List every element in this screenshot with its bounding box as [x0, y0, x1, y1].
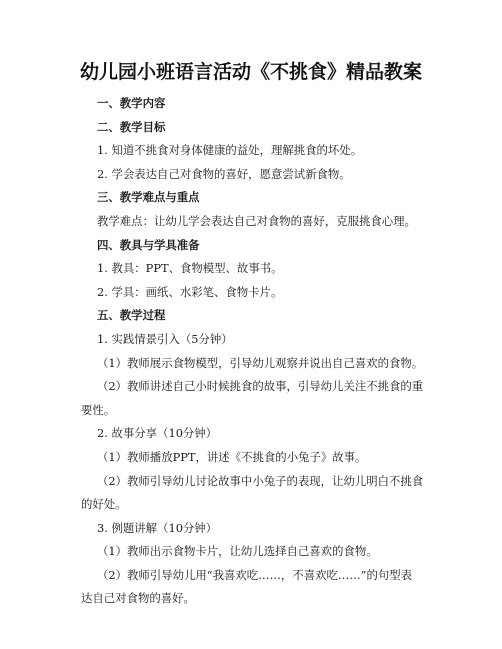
paragraph-line: 3. 例题讲解（10分钟）	[97, 520, 218, 535]
section-heading: 三、教学难点与重点	[97, 190, 200, 205]
paragraph-continuation: 的好处。	[81, 497, 127, 512]
paragraph-line: （1）教师播放PPT，讲述《不挑食的小兔子》故事。	[97, 449, 367, 464]
paragraph-line: 1. 教具：PPT、食物模型、故事书。	[97, 261, 283, 276]
section-heading: 四、教具与学具准备	[97, 237, 200, 252]
section-heading: 五、教学过程	[97, 308, 166, 323]
paragraph-line: 2. 学会表达自己对食物的喜好，愿意尝试新食物。	[97, 166, 351, 181]
paragraph-line: （2）教师引导幼儿用“我喜欢吃……，不喜欢吃……”的句型表	[97, 567, 413, 582]
paragraph-line: 2. 学具：画纸、水彩笔、食物卡片。	[97, 284, 283, 299]
paragraph-line: 1. 知道不挑食对身体健康的益处，理解挑食的坏处。	[97, 143, 363, 158]
paragraph-line: 1. 实践情景引入（5分钟）	[97, 331, 233, 346]
paragraph-line: （1）教师出示食物卡片，让幼儿选择自己喜欢的食物。	[97, 544, 378, 559]
section-heading: 一、教学内容	[97, 96, 166, 110]
document-body	[81, 92, 424, 611]
paragraph-line: 2. 故事分享（10分钟）	[97, 426, 218, 441]
paragraph-continuation: 要性。	[81, 402, 116, 417]
paragraph-line: （2）教师引导幼儿讨论故事中小兔子的表现，让幼儿明白不挑食	[97, 473, 424, 488]
paragraph-line: （1）教师展示食物模型，引导幼儿观察并说出自己喜欢的食物。	[97, 355, 424, 370]
section-heading: 二、教学目标	[97, 119, 166, 134]
paragraph-line: （2）教师讲述自己小时候挑食的故事，引导幼儿关注不挑食的重	[97, 379, 424, 394]
paragraph-continuation: 达自己对食物的喜好。	[81, 591, 195, 606]
paragraph-line: 教学难点：让幼儿学会表达自己对食物的喜好，克服挑食心理。	[97, 213, 416, 228]
document-title: 幼儿园小班语言活动《不挑食》精品教案	[79, 61, 422, 83]
